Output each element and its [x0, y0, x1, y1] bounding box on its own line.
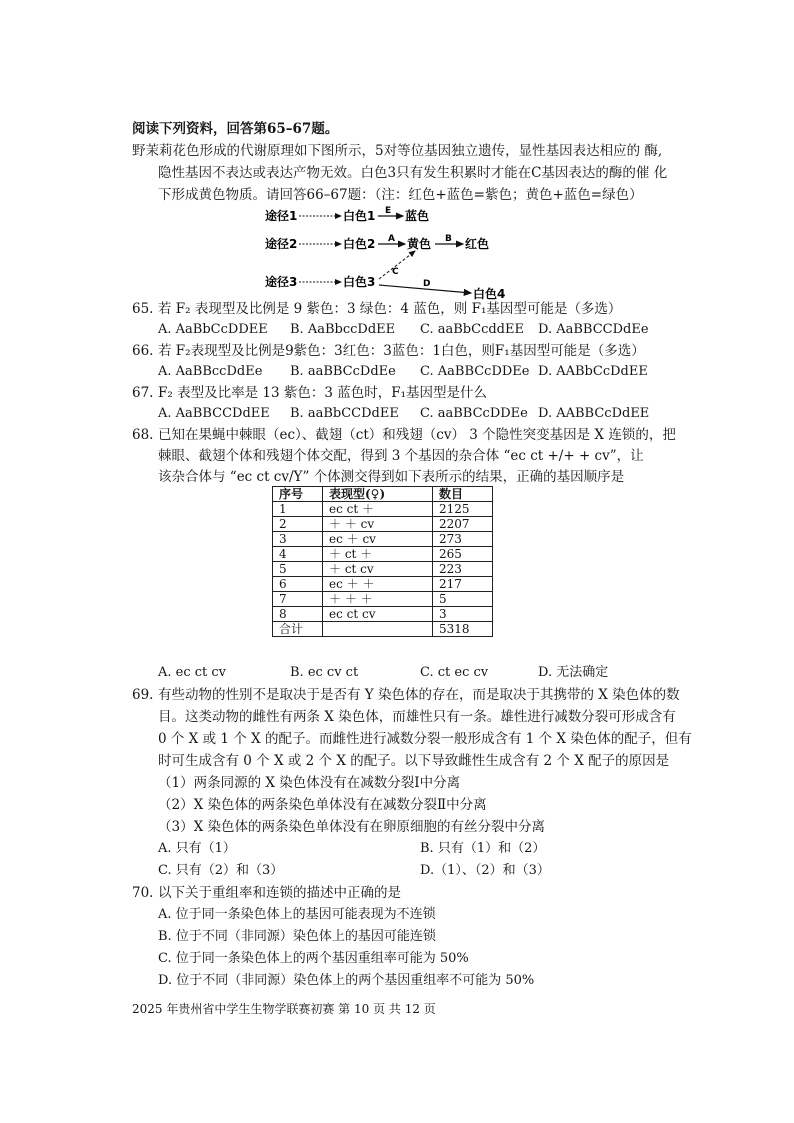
q66-option-d: D. AABbCcDdEE: [538, 364, 648, 379]
section-header: 阅读下列资料，回答第65–67题。: [132, 121, 339, 137]
cell-phenotype: ＋ ct ＋: [323, 547, 433, 562]
q65-option-a: A. AaBbCcDDEE: [158, 322, 268, 337]
cell-index: 2: [273, 517, 323, 532]
q70-option-a: A. 位于同一条染色体上的基因可能表现为不连锁: [158, 907, 436, 922]
enzyme-e-label: E: [385, 206, 392, 216]
q66-option-b: B. aaBBCcDdEe: [290, 364, 396, 379]
q66-option-c: C. AaBBCcDDEe: [420, 364, 530, 379]
q68-option-d: D. 无法确定: [538, 665, 609, 680]
q67-option-b: B. aaBbCCDdEE: [290, 406, 399, 421]
cell-total-empty: [323, 622, 433, 637]
intro-line-1: 野茉莉花色形成的代谢原理如下图所示，5对等位基因独立遗传，显性基因表达相应的 酶,: [132, 143, 663, 159]
cell-phenotype: ec ＋ cv: [323, 532, 433, 547]
table-total-row: [273, 622, 493, 637]
cell-phenotype: ec ct ＋: [323, 502, 433, 517]
q65-option-b: B. AaBbccDdEE: [290, 322, 396, 337]
cell-count: 2207: [433, 517, 493, 532]
white-1: 白色1: [343, 209, 376, 223]
q67-option-c: C. aaBBCcDDEe: [420, 406, 528, 421]
q69-stem-line-4: 时可生成含有 0 个 X 或 2 个 X 的配子。以下导致雌性生成含有 2 个 X 配子的原因是: [158, 753, 670, 769]
table-row: [273, 532, 493, 547]
q68-option-a: A. ec ct cv: [158, 665, 227, 680]
cell-phenotype: ＋ ＋ ＋: [323, 592, 433, 607]
intro-line-2: 隐性基因不表达或表达产物无效。白色3只有发生积累时才能在C基因表达的酶的催 化: [158, 165, 668, 181]
q70-number: 70.: [132, 885, 154, 901]
cell-phenotype: ec ct cv: [323, 607, 433, 622]
cell-count: 2125: [433, 502, 493, 517]
white-3: 白色3: [343, 275, 376, 289]
cell-total-label: 合计: [273, 622, 323, 637]
table-row: [273, 562, 493, 577]
cell-count: 5: [433, 592, 493, 607]
q69-stem-line-2: 目。这类动物的雌性有两条 X 染色体，而雄性只有一条。雄性进行减数分裂可形成含有: [158, 709, 676, 725]
q69-item-1: （1）两条同源的 X 染色体没有在减数分裂Ⅰ中分离: [158, 775, 461, 791]
cell-index: 7: [273, 592, 323, 607]
cell-total-count: 5318: [433, 622, 493, 637]
q69-number: 69.: [132, 687, 154, 703]
q66-number: 66.: [132, 343, 154, 359]
cell-phenotype: ec ＋ ＋: [323, 577, 433, 592]
q65-stem: 若 F₂ 表现型及比例是 9 紫色：3 绿色：4 蓝色，则 F₁基因型可能是（多选）: [158, 301, 622, 317]
q68-stem-line-3: 该杂合体与 “ec ct cv/Y” 个体测交得到如下表所示的结果，正确的基因顺序是: [158, 469, 625, 485]
table-row: [273, 517, 493, 532]
q69-stem-line-1: 有些动物的性别不是取决于是否有 Y 染色体的存在，而是取决于其携带的 X 染色体的数: [158, 687, 680, 703]
cell-count: 265: [433, 547, 493, 562]
table-row: [273, 592, 493, 607]
table-row: [273, 547, 493, 562]
col-header-count: 数目: [433, 487, 493, 502]
enzyme-b-label: B: [445, 234, 452, 244]
cell-count: 223: [433, 562, 493, 577]
cell-index: 6: [273, 577, 323, 592]
pathway-3-label: 途径3: [265, 275, 298, 289]
q66-stem: 若 F₂表现型及比例是9紫色：3红色：3蓝色：1白色，则F₁基因型可能是（多选）: [158, 343, 645, 359]
col-header-phenotype: 表现型(♀): [323, 487, 433, 502]
q67-option-d: D. AABBCcDdEE: [538, 406, 650, 421]
cell-count: 273: [433, 532, 493, 547]
q69-item-2: （2）X 染色体的两条染色单体没有在减数分裂Ⅱ中分离: [158, 797, 487, 813]
q68-option-b: B. ec cv ct: [290, 665, 359, 680]
q66-option-a: A. AaBBccDdEe: [158, 364, 263, 379]
cell-index: 5: [273, 562, 323, 577]
q69-item-3: （3）X 染色体的两条染色单体没有在卵原细胞的有丝分裂中分离: [158, 819, 545, 835]
cell-index: 8: [273, 607, 323, 622]
cell-index: 3: [273, 532, 323, 547]
blue-product: 蓝色: [405, 209, 430, 223]
white-2: 白色2: [343, 237, 376, 251]
intro-line-3: 下形成黄色物质。请回答66–67题：（注：红色+蓝色=紫色；黄色+蓝色=绿色）: [158, 187, 643, 203]
white-4: 白色4: [473, 287, 506, 300]
yellow-product: 黄色: [407, 237, 432, 251]
q69-option-d: D.（1）、（2）和（3）: [420, 863, 550, 878]
q65-option-d: D. AaBBCCDdEe: [538, 322, 649, 337]
table-row: [273, 607, 493, 622]
enzyme-c-label: C: [392, 267, 399, 277]
q67-stem: F₂ 表型及比率是 13 紫色：3 蓝色时，F₁基因型是什么: [158, 385, 487, 401]
q70-option-c: C. 位于同一条染色体上的两个基因重组率可能为 50%: [158, 951, 469, 966]
table-row: [273, 577, 493, 592]
col-header-index: 序号: [273, 487, 323, 502]
q70-option-d: D. 位于不同（非同源）染色体上的两个基因重组率不可能为 50%: [158, 973, 535, 988]
pathway-1-label: 途径1: [265, 209, 298, 223]
table-row: [273, 502, 493, 517]
q68-stem-line-1: 已知在果蝇中棘眼（ec）、截翅（ct）和残翅（cv） 3 个隐性突变基因是 X 连锁的，把: [158, 427, 676, 443]
q68-option-c: C. ct ec cv: [420, 665, 489, 680]
q65-number: 65.: [132, 301, 154, 317]
phenotype-table: [272, 486, 493, 637]
q69-stem-line-3: 0 个 X 或 1 个 X 的配子。而雌性进行减数分裂一般形成含有 1 个 X 染色体的配子，但有: [158, 731, 692, 747]
q70-option-b: B. 位于不同（非同源）染色体上的基因可能连锁: [158, 929, 436, 944]
q68-number: 68.: [132, 427, 154, 443]
pathway-diagram: [255, 205, 515, 300]
q70-stem: 以下关于重组率和连锁的描述中正确的是: [158, 885, 401, 901]
cell-count: 217: [433, 577, 493, 592]
cell-count: 3: [433, 607, 493, 622]
pathway-2-label: 途径2: [265, 237, 298, 251]
q67-option-a: A. AaBBCCDdEE: [158, 406, 270, 421]
q65-option-c: C. aaBbCcddEE: [420, 322, 524, 337]
cell-index: 4: [273, 547, 323, 562]
q69-option-a: A. 只有（1）: [158, 841, 236, 856]
cell-phenotype: ＋ ＋ cv: [323, 517, 433, 532]
q69-option-c: C. 只有（2）和（3）: [158, 863, 284, 878]
q67-number: 67.: [132, 385, 154, 401]
page-footer: 2025 年贵州省中学生生物学联赛初赛 第 10 页 共 12 页: [132, 1002, 436, 1016]
q68-stem-line-2: 棘眼、截翅个体和残翅个体交配，得到 3 个基因的杂合体 “ec ct +/+ + cv”，让: [158, 448, 644, 464]
q69-option-b: B. 只有（1）和（2）: [420, 841, 546, 856]
cell-phenotype: ＋ ct cv: [323, 562, 433, 577]
enzyme-d-label: D: [423, 279, 431, 289]
cell-index: 1: [273, 502, 323, 517]
table-header-row: [273, 487, 493, 502]
enzyme-a-label: A: [388, 234, 395, 244]
red-product: 红色: [465, 237, 490, 251]
